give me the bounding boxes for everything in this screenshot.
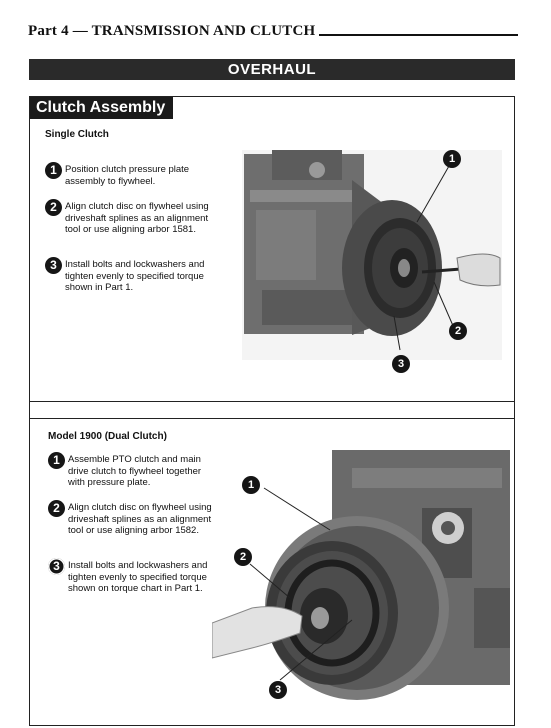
step-number-badge: 1 (48, 452, 65, 469)
overhaul-banner: OVERHAUL (29, 59, 515, 80)
dual-step-3 (48, 558, 213, 595)
step-text: Install bolts and lockwashers and tighten evenly to specified torque shown on torque chart in Part 1. (68, 560, 208, 594)
step-text: Assemble PTO clutch and main drive clutch to flywheel together with pressure plate. (68, 454, 202, 488)
dual-clutch-subtitle: Model 1900 (Dual Clutch) (48, 431, 167, 442)
single-step-1 (45, 162, 210, 187)
step-text: Install bolts and lockwashers and tighten evenly to specified torque shown in Part 1. (65, 259, 205, 293)
step-number-badge: 3 (45, 257, 62, 274)
section-title: Clutch Assembly (30, 97, 173, 119)
header-rule (319, 34, 518, 36)
photo-callout-3: 3 (392, 355, 410, 373)
photo-callout-3: 3 (269, 681, 287, 699)
step-text: Position clutch pressure plate assembly to flywheel. (65, 164, 190, 187)
part-title: Part 4 — TRANSMISSION AND CLUTCH (28, 23, 316, 39)
photo-callout-1: 1 (242, 476, 260, 494)
step-text: Align clutch disc on flywheel using driveshaft splines as an alignment tool or use aligning arbor 1582. (68, 502, 212, 536)
step-number-badge: 3 (48, 558, 65, 575)
photo-callout-2: 2 (234, 548, 252, 566)
dual-step-1 (48, 452, 213, 489)
photo-callout-2: 2 (449, 322, 467, 340)
step-number-badge: 1 (45, 162, 62, 179)
single-step-2 (45, 199, 210, 236)
single-step-3 (45, 257, 210, 294)
photo-callout-1: 1 (443, 150, 461, 168)
step-text: Align clutch disc on flywheel using driveshaft splines as an alignment tool or use aligning arbor 1581. (65, 201, 209, 235)
section-divider (29, 401, 515, 402)
dual-step-2 (48, 500, 213, 537)
section-divider-2 (29, 418, 515, 419)
single-clutch-subtitle: Single Clutch (45, 129, 109, 140)
part-header (28, 21, 518, 39)
step-number-badge: 2 (45, 199, 62, 216)
step-number-badge: 2 (48, 500, 65, 517)
